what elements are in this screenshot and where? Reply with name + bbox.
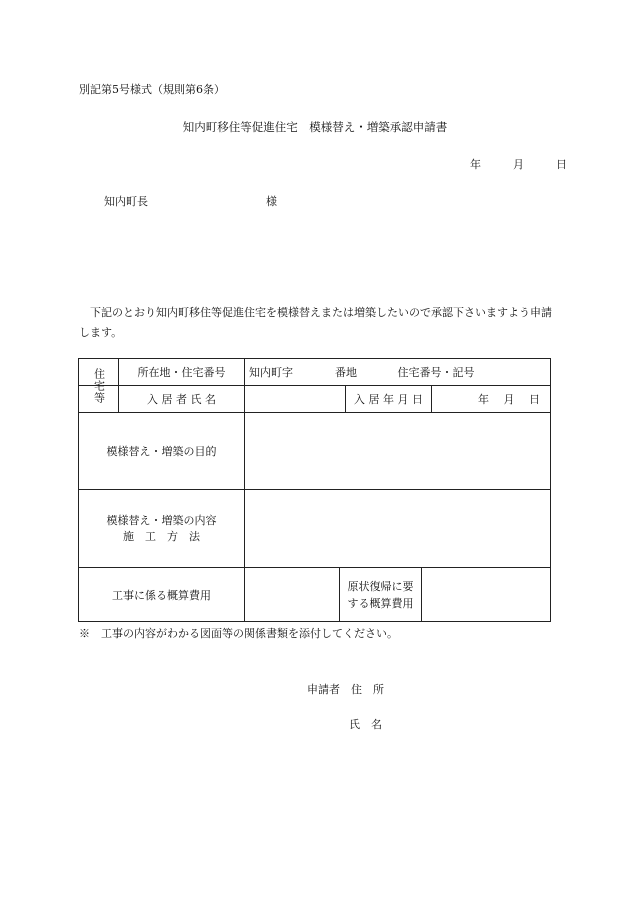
addressee: 知内町長 — [104, 195, 148, 208]
date-month: 月 — [513, 158, 524, 171]
applicant-address-label: 申請者 住 所 — [307, 683, 384, 696]
date-day: 日 — [556, 158, 567, 171]
purpose-value — [245, 413, 550, 489]
application-table — [78, 358, 551, 622]
resident-name-label: 入 居 者 氏 名 — [147, 393, 216, 406]
move-in-date-value: 年 月 日 — [478, 393, 540, 406]
honorific: 様 — [266, 195, 277, 208]
date-year: 年 — [470, 158, 481, 171]
move-in-date-label: 入 居 年 月 日 — [354, 393, 423, 406]
applicant-name-label: 氏 名 — [349, 718, 382, 731]
location-label: 所在地・住宅番号 — [137, 366, 226, 379]
purpose-label: 模様替え・増築の目的 — [106, 445, 217, 458]
form-number-label: 別記第5号様式（規則第6条） — [79, 83, 225, 96]
housing-number-label: 住宅番号・記号 — [397, 366, 475, 379]
resident-name-value — [245, 386, 345, 412]
request-text: 下記のとおり知内町移住等促進住宅を模様替えまたは増築したいので承認下さいますよう申請します。 — [79, 306, 552, 339]
restore-cost-value — [422, 568, 550, 621]
content-label: 模様替え・増築の内容 施 工 方 法 — [106, 513, 217, 543]
content-value — [245, 490, 550, 567]
banchi-label: 番地 — [335, 366, 357, 379]
cost-value — [245, 568, 339, 621]
date-line — [470, 156, 567, 172]
cost-label: 工事に係る概算費用 — [112, 588, 211, 602]
attachment-note: ※ 工事の内容がわかる図面等の関係書類を添付してください。 — [79, 627, 398, 640]
document-title: 知内町移住等促進住宅 模様替え・増築承認申請書 — [182, 120, 448, 134]
housing-side-label: 住宅等 — [92, 367, 106, 404]
restore-cost-label: 原状復帰に要 する概算費用 — [347, 579, 414, 610]
town-prefix: 知内町字 — [249, 366, 293, 379]
